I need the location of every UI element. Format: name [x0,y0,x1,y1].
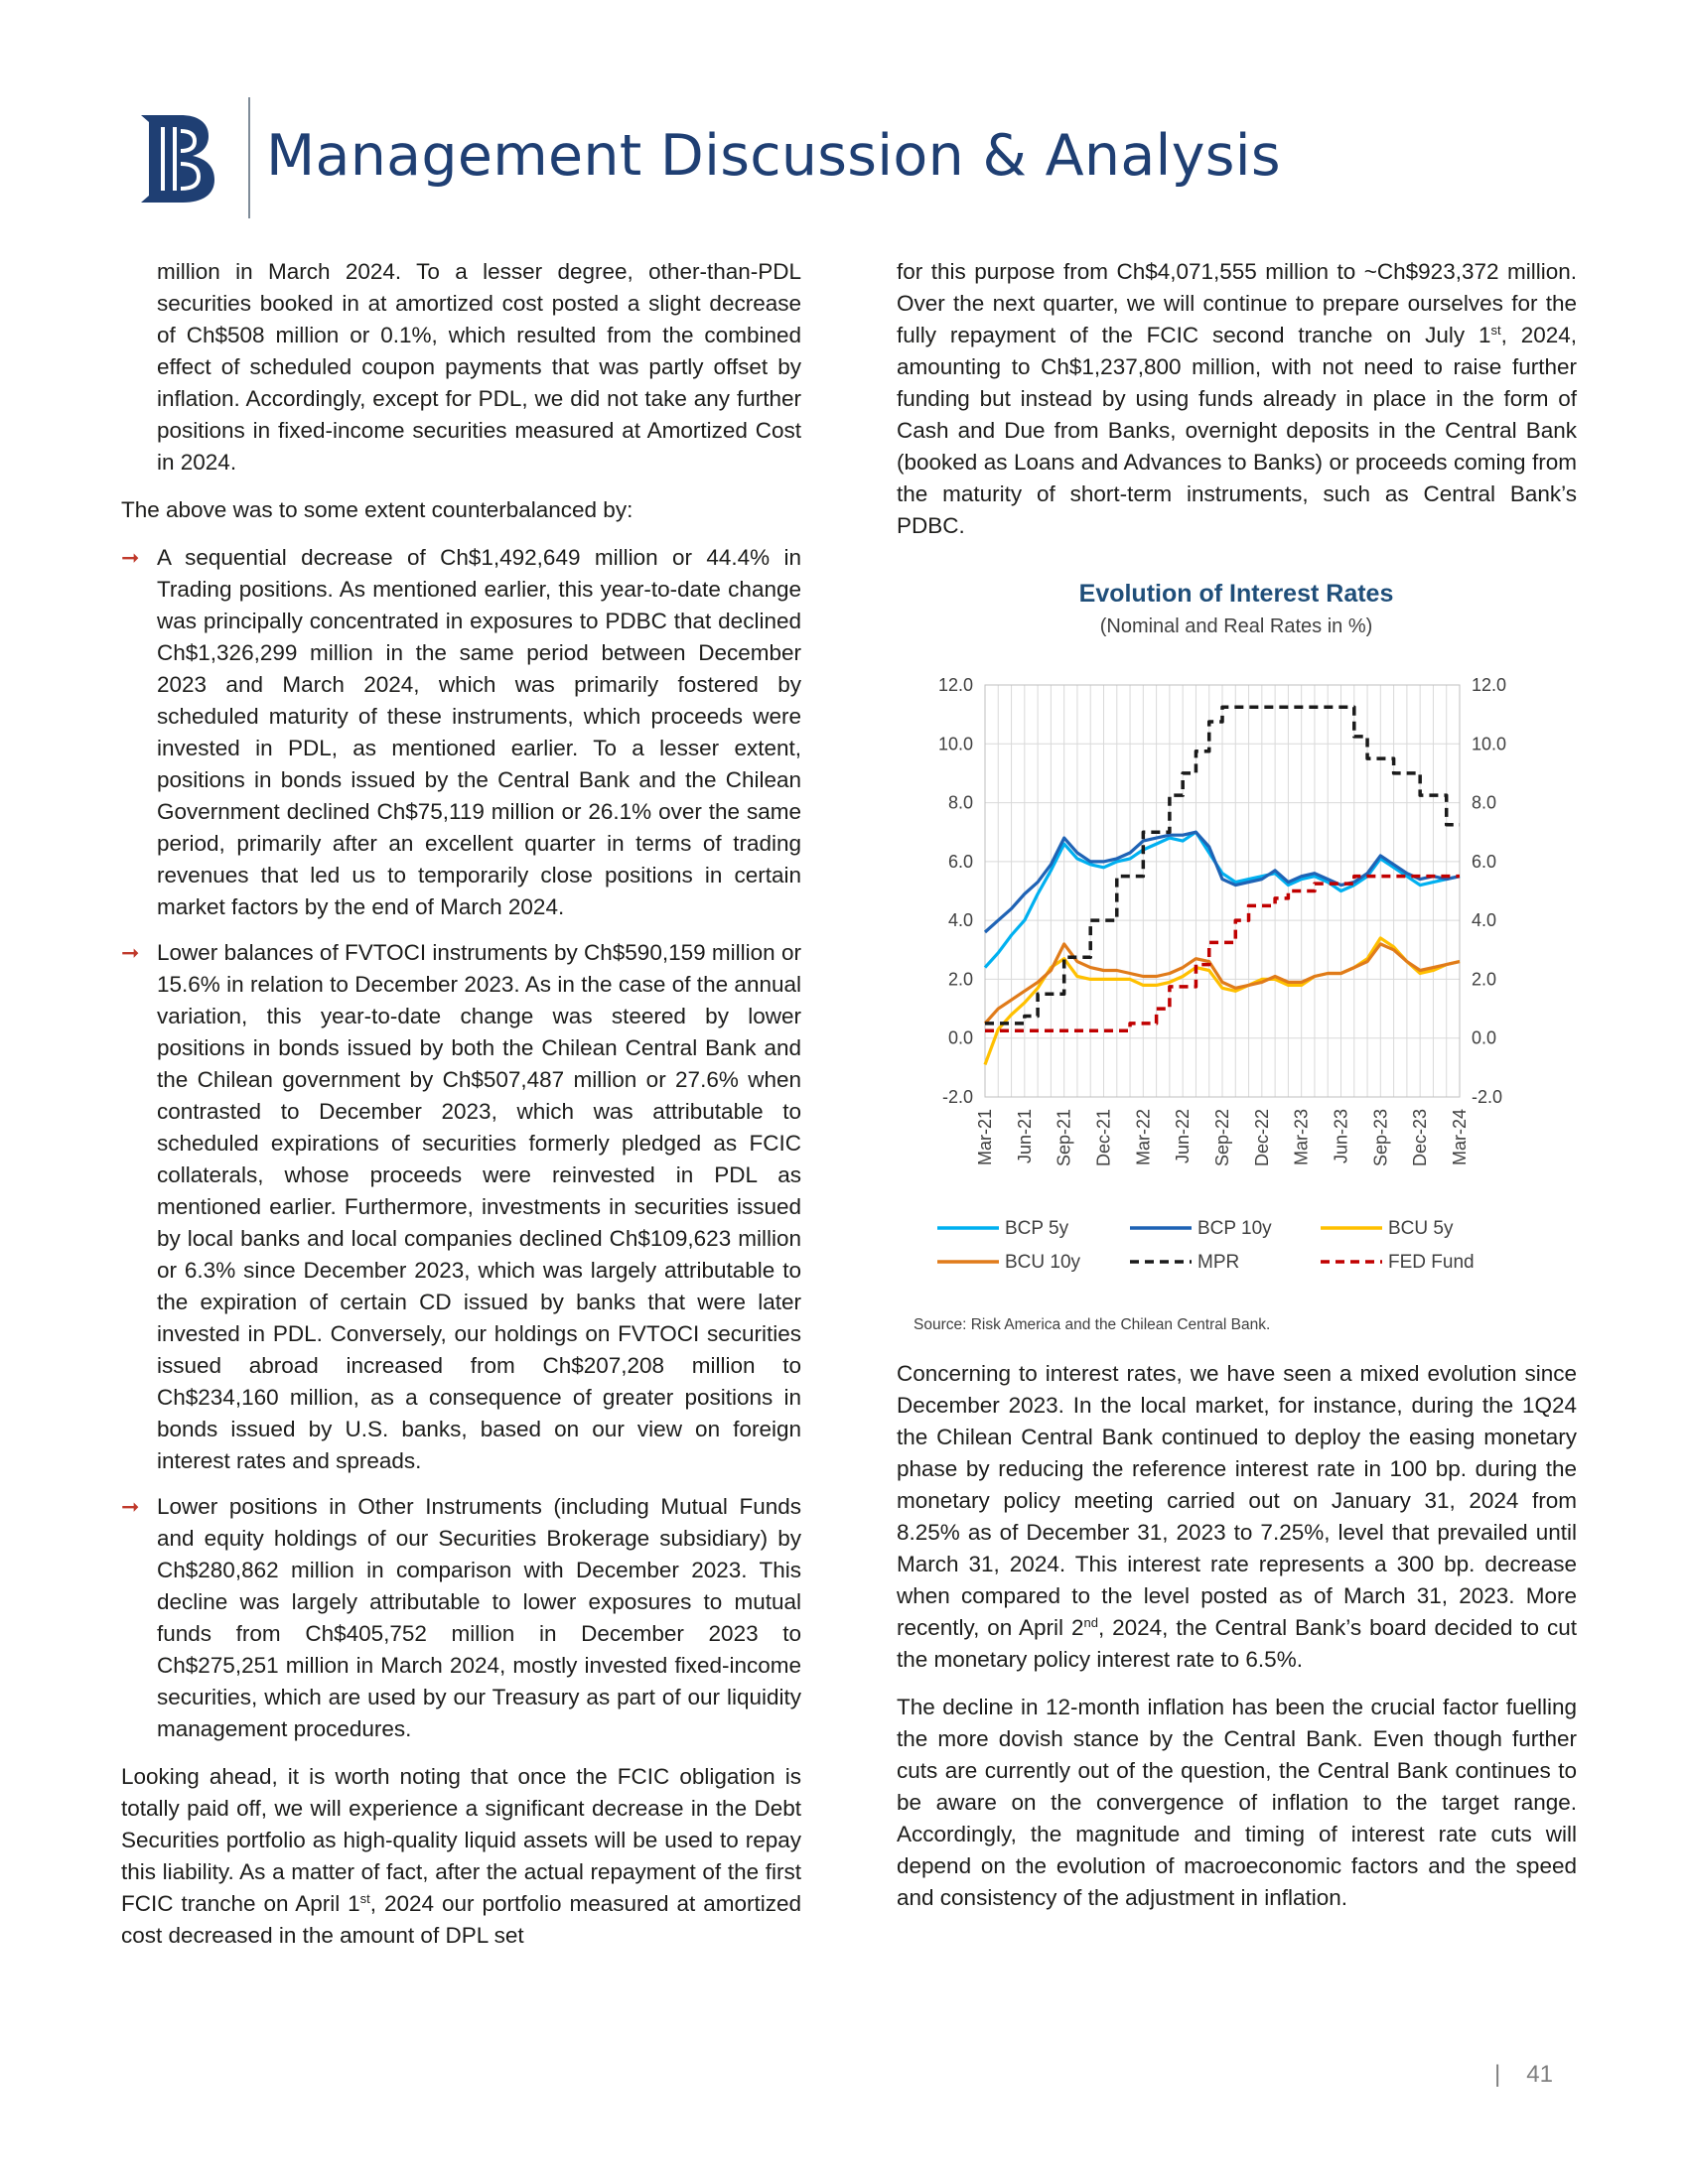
x-tick-label: Dec-23 [1410,1109,1431,1167]
page-number: 41 [1526,2061,1553,2088]
footer-separator: | [1494,2061,1501,2088]
legend-label: BCU 10y [1005,1252,1081,1273]
list-item [121,542,801,923]
x-tick-label: Mar-24 [1450,1109,1470,1166]
chart-source: Source: Risk America and the Chilean Central Bank. [914,1316,1271,1333]
x-tick-label: Jun-23 [1331,1109,1351,1164]
ordinal-suffix: st [1490,323,1501,338]
x-tick-label: Mar-21 [975,1109,995,1166]
list-item-text: A sequential decrease of Ch$1,492,649 million or 44.4% in Trading positions. As mentioned earlier, this year-to-date change was principally concentrated in exposures to PDBC that declined Ch$1,326,299 million in the same period between December 2023 and March 2024, which was primarily fostered by scheduled maturity of these instruments, which proceeds were invested in PDL, as mentioned earlier. To a lesser extent, positions in bonds issued by the Central Bank and the Chilean Government declined Ch$75,119 million or 26.1% over the same period, primarily after an excellent quarter in terms of trading revenues that led us to temporarily close positions in certain market factors by the end of March 2024. [157,545,801,919]
legend-label: BCU 5y [1388,1218,1454,1239]
header-divider [248,97,250,218]
y-tick-label-left: -2.0 [941,1087,973,1107]
left-column [121,256,801,1968]
y-tick-label-right: 6.0 [1472,851,1497,872]
x-tick-label: Sep-21 [1054,1109,1074,1167]
legend-label: MPR [1197,1252,1240,1273]
right-column-lower [897,1358,1577,1930]
y-tick-label-left: 10.0 [937,734,973,754]
x-tick-label: Jun-22 [1173,1109,1194,1164]
x-tick-label: Mar-22 [1133,1109,1154,1166]
list-item [121,937,801,1477]
y-tick-label-right: -2.0 [1472,1087,1503,1107]
chart-subtitle: (Nominal and Real Rates in %) [1099,615,1373,637]
looking-ahead-text: Looking ahead, it is worth noting that once the FCIC obligation is totally paid off, we will experience a significant decrease in the Debt Securities portfolio as high-quality liquid assets will be used to repay this liability. As a matter of fact, after the actual repayment of the first FCIC tranche on April 1 [121,1764,801,1916]
page-footer [1494,2061,1553,2089]
left-intro-paragraph: million in March 2024. To a lesser degree, other-than-PDL securities booked in at amortized cost posted a slight decrease of Ch$508 million or 0.1%, which resulted from the combined effect of scheduled coupon payments that was partly offset by inflation. Accordingly, except for PDL, we did not take any further positions in fixed-income securities measured at Amortized Cost in 2024. [157,259,801,475]
y-tick-label-right: 4.0 [1472,910,1497,931]
list-item-text: Lower balances of FVTOCI instruments by Ch$590,159 million or 15.6% in relation to December 2023. As in the case of the annual variation, this year-to-date change was steered by lower positions in bonds issued by both the Chilean Central Bank and the Chilean government by Ch$507,487 million or 27.6% when contrasted to December 2023, which was attributable to scheduled expirations of securities formerly pledged as FCIC collaterals, whose proceeds were reinvested in PDL as mentioned earlier. Furthermore, investments in securities issued by local banks and local companies declined Ch$109,623 million or 6.3% since December 2023, which was largely attributable to the expiration of certain CD issued by banks that were later invested in PDL. Conversely, our holdings on FVTOCI securities issued abroad increased from Ch$207,208 million to Ch$234,160 million, as a consequence of greater positions in bonds issued by U.S. banks, based on our view on foreign interest rates and spreads. [157,940,801,1473]
looking-ahead-paragraph [121,1761,801,1952]
x-tick-label: Dec-21 [1093,1109,1114,1167]
interest-rates-paragraph [897,1358,1577,1676]
y-tick-label-left: 6.0 [947,851,973,872]
y-tick-label-right: 8.0 [1472,792,1497,813]
chart-plot [894,576,1589,1310]
inflation-paragraph: The decline in 12-month inflation has been the crucial factor fuelling the more dovish stance by the Central Bank. Even though further cuts are currently out of the question, the Central Bank continues to be aware on the convergence of inflation to the target range. Accordingly, the magnitude and timing of interest rate cuts will depend on the evolution of macroeconomic factors and the speed and consistency of the adjustment in inflation. [897,1695,1577,1910]
counterbalance-paragraph: The above was to some extent counterbalanced by: [121,497,633,522]
arrow-icon: ➞ [121,940,140,965]
y-tick-label-left: 8.0 [947,792,973,813]
right-intro-paragraph [897,256,1577,542]
arrow-icon: ➞ [121,545,140,570]
interest-rates-text-end: , 2024, the Central Bank’s board decided to cut the monetary policy interest rate to 6.5%. [897,1615,1577,1672]
right-intro-text: for this purpose from Ch$4,071,555 million to ~Ch$923,372 million. Over the next quarter, we will continue to prepare ourselves for the fully repayment of the FCIC second tranche on July 1 [897,259,1577,347]
x-tick-label: Sep-22 [1212,1109,1232,1167]
interest-rates-text: Concerning to interest rates, we have seen a mixed evolution since December 2023. In the local market, for instance, during the 1Q24 the Chilean Central Bank continued to deploy the easing monetary phase by reducing the reference interest rate in 100 bp. during the monetary policy meeting carried out on January 31, 2024 from 8.25% as of December 31, 2023 to 7.25%, level that prevailed until March 31, 2024. This interest rate represents a 300 bp. decrease when compared to the level posted as of March 31, 2023. More recently, on April 2 [897,1361,1577,1640]
y-tick-label-right: 2.0 [1472,969,1497,990]
legend-label: FED Fund [1388,1252,1475,1273]
list-item [121,1491,801,1745]
legend-label: BCP 5y [1005,1218,1069,1239]
list-item-text: Lower positions in Other Instruments (including Mutual Funds and equity holdings of our Securities Brokerage subsidiary) by Ch$280,862 million in comparison with December 2023. This decline was largely attributable to lower exposures to mutual funds from Ch$405,752 million in December 2023 to Ch$275,251 million in March 2024, mostly invested fixed-income securities, which are used by our Treasury as part of our liquidity management procedures. [157,1494,801,1741]
y-tick-label-left: 4.0 [947,910,973,931]
y-tick-label-right: 10.0 [1472,734,1507,754]
x-tick-label: Sep-23 [1370,1109,1391,1167]
page-title: Management Discussion & Analysis [266,123,1281,189]
arrow-icon: ➞ [121,1494,140,1519]
legend-label: BCP 10y [1197,1218,1272,1239]
interest-rates-chart [894,576,1589,1340]
x-tick-label: Jun-21 [1014,1109,1035,1164]
y-tick-label-left: 12.0 [937,675,973,695]
y-tick-label-left: 0.0 [947,1027,973,1048]
right-intro-text-end: , 2024, amounting to Ch$1,237,800 million, with not need to raise further funding but instead by using funds already in place in the form of Cash and Due from Banks, overnight deposits in the Central Bank (booked as Loans and Advances to Banks) or proceeds coming from the maturity of short-term instruments, such as Central Bank’s PDBC. [897,323,1577,538]
ordinal-suffix: nd [1083,1615,1098,1630]
x-tick-label: Dec-22 [1251,1109,1272,1167]
ordinal-suffix: st [359,1891,370,1906]
y-tick-label-right: 0.0 [1472,1027,1497,1048]
chart-title: Evolution of Interest Rates [1078,580,1394,608]
counterbalance-list [121,542,801,1745]
bank-logo-icon [135,109,224,208]
y-tick-label-left: 2.0 [947,969,973,990]
right-column [897,256,1577,558]
looking-ahead-text-end: , 2024 our portfolio measured at amortized cost decreased in the amount of DPL set [121,1891,801,1948]
y-tick-label-right: 12.0 [1472,675,1507,695]
x-tick-label: Mar-23 [1291,1109,1312,1166]
